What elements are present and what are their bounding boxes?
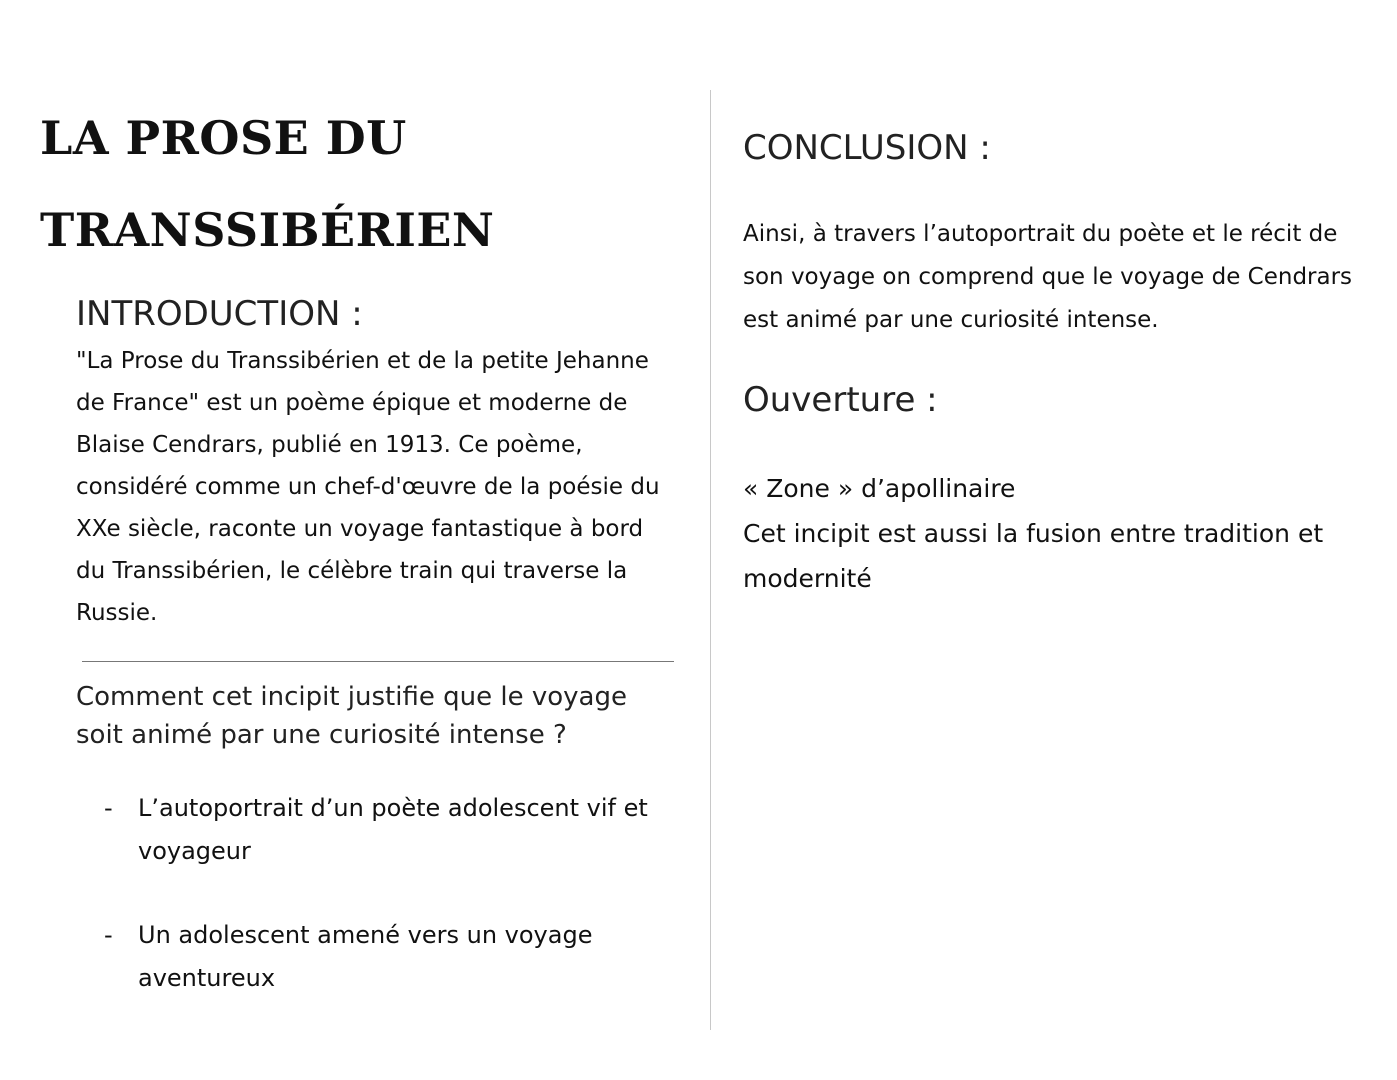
list-item bbox=[104, 914, 684, 1000]
introduction-paragraph: "La Prose du Transsibérien et de la petite Jehanne de France" est un poème épique et moderne de Blaise Cendrars, publié en 1913. Ce poème, considéré comme un chef-d'œuvre de la poésie du XXe siècle, raconte un voyage fantastique à bord du Transsibérien, le célèbre train qui traverse la Russie. bbox=[76, 348, 660, 626]
ouverture-block bbox=[743, 466, 1363, 601]
problematique-question: Comment cet incipit justifie que le voyage soit animé par une curiosité intense ? bbox=[76, 682, 627, 750]
column-divider bbox=[710, 90, 711, 1030]
conclusion-heading: CONCLUSION : bbox=[743, 128, 991, 168]
argument-list bbox=[104, 787, 684, 1000]
list-item-text: Un adolescent amené vers un voyage aventureux bbox=[138, 921, 593, 992]
ouverture-reference: « Zone » d’apollinaire bbox=[743, 474, 1016, 503]
document-title bbox=[40, 92, 660, 276]
conclusion-paragraph: Ainsi, à travers l’autoportrait du poète et le récit de son voyage on comprend que le voyage de Cendrars est animé par une curiosité intense. bbox=[743, 221, 1353, 333]
list-item bbox=[104, 787, 684, 873]
list-item-text: L’autoportrait d’un poète adolescent vif et voyageur bbox=[138, 794, 648, 865]
dash-bullet: - bbox=[104, 921, 113, 949]
horizontal-rule bbox=[82, 661, 674, 662]
title-line-1: LA PROSE DU bbox=[40, 111, 407, 165]
ouverture-heading: Ouverture : bbox=[743, 380, 938, 420]
title-line-2: TRANSSIBÉRIEN bbox=[40, 203, 495, 257]
introduction-heading: INTRODUCTION : bbox=[76, 294, 363, 334]
dash-bullet: - bbox=[104, 794, 113, 822]
ouverture-text: Cet incipit est aussi la fusion entre tradition et modernité bbox=[743, 519, 1324, 593]
